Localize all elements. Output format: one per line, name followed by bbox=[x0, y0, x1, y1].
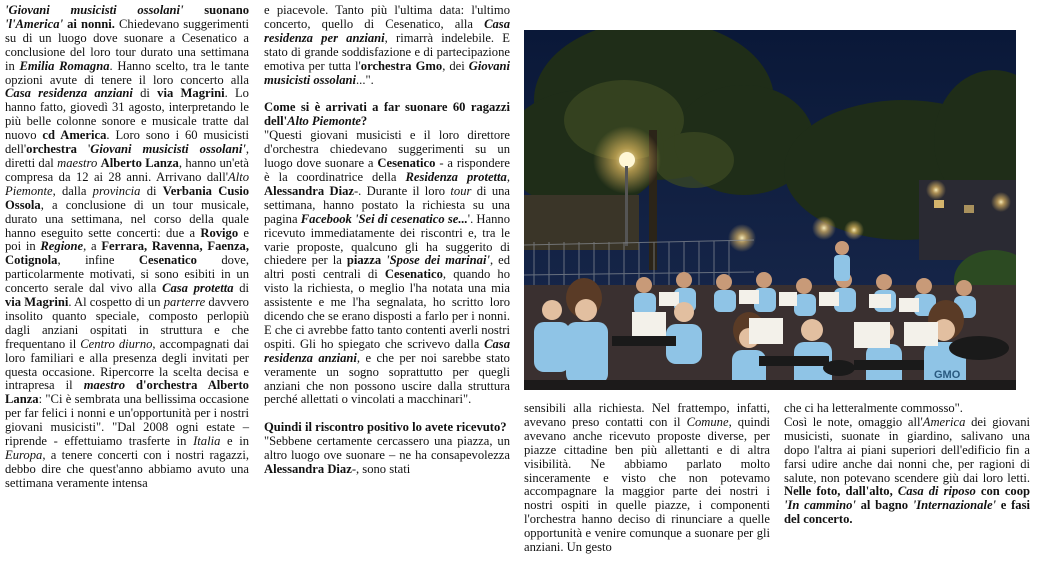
text-run: ? bbox=[360, 114, 368, 129]
text-run: Quindi il riscontro positivo lo avete ricevuto? bbox=[264, 420, 507, 435]
text-run: , rimarrà indelebile. E stato di grande soddisfazione e di partecipazione emotiva per tutta l' bbox=[264, 30, 510, 73]
text-run: , hanno un'età compresa da 12 ai 28 anni. Arrivano dall' bbox=[5, 155, 249, 184]
text-run: d'orchestra Alberto Lanza bbox=[5, 378, 249, 407]
article-paragraph bbox=[264, 129, 510, 407]
text-run: maestro bbox=[83, 378, 125, 393]
text-run: piazza bbox=[346, 253, 382, 268]
text-run: , dalla bbox=[52, 183, 93, 198]
text-run: Casa residenza anziani bbox=[5, 86, 133, 101]
text-run: , bbox=[506, 169, 510, 184]
text-run: orchestra bbox=[26, 142, 77, 157]
text-run: ...". bbox=[356, 72, 374, 87]
text-run: Cesenatico bbox=[138, 253, 197, 268]
text-run: 'Internazionale' bbox=[912, 498, 997, 513]
text-run: Casa di riposo bbox=[897, 484, 976, 499]
article-paragraph bbox=[524, 402, 770, 555]
text-run: Casa residenza per anziani bbox=[264, 16, 510, 45]
text-run: Nelle foto, dall'alto, bbox=[784, 484, 898, 499]
text-run: "Sebbene certamente cercassero una piazza, un altro luogo ove suonare – ne ha consapevolezza bbox=[264, 434, 510, 463]
text-run: tour bbox=[450, 183, 472, 198]
article-column-4 bbox=[784, 402, 1030, 527]
text-run: Regione bbox=[40, 239, 84, 254]
text-run: , quando ho visto la richiesta, o meglio l'ha notata una mia assistente e me l'ha segnalata, ho scritto loro dicendo che se erano disposti a farlo per i nonni. E che ci avrebbe fatto tanto contenti averli nostri ospiti. Gli ho spiegato che scrivevo dalla bbox=[264, 267, 510, 351]
text-run: 'Giovani musicisti ossolani' bbox=[5, 3, 184, 17]
text-run: -, sono stati bbox=[351, 462, 411, 477]
text-run: Ferrara, Ravenna, Faenza, Cotignola bbox=[5, 239, 249, 268]
text-run: Giovani musicisti ossolani bbox=[264, 58, 510, 87]
text-run: , ed altri posti centrali di bbox=[264, 253, 511, 282]
text-run: Italia bbox=[193, 434, 221, 449]
text-run: via Magrini bbox=[5, 295, 69, 310]
text-run: , quindi avevano anche ricevuto proposte diverse, per piazze cittadine ben più allettanti e di altra visibilità. Ne abbiamo parlato molto sinceramente e visto che non potevamo accompagnare la maggior parte dei nostri i nostri ospiti in quelle piazze, i componenti l'orchestra hanno deciso di rinunciare a quelle opportunità e venire comunque a suonare per gli anziani. Un gesto bbox=[524, 414, 770, 555]
article-paragraph bbox=[264, 435, 510, 477]
text-run: e piacevole. Tanto più l'ultima data: l'ultimo concerto, quello di Cesenatico, alla bbox=[264, 3, 510, 31]
text-run: via Magrini bbox=[157, 86, 225, 101]
text-run: , a tenere concerti con i nostri ragazzi, debbo dire che quest'anno abbiamo avuto una settimana veramente intensa bbox=[5, 448, 249, 490]
text-run: , e che per noi sarebbe stato veramente un sogno soprattutto per quegli anziani che non possono uscire dalla struttura perché allettati o vincolati a macchinari". bbox=[264, 350, 510, 407]
text-run: . Al cospetto di un bbox=[68, 295, 164, 310]
text-run: al bagno bbox=[855, 498, 913, 513]
text-run: davvero insolito quanto speciale, composto perlopiù dagli anziani ospitati in struttura e che frequentano il bbox=[5, 295, 249, 351]
article-paragraph bbox=[784, 402, 1030, 416]
interview-question bbox=[264, 101, 510, 129]
text-run: Rovigo bbox=[200, 225, 239, 240]
text-run: '. Hanno ricevuto immediatamente dei riscontri e, tra le varie proposte, qualcuno gli ha suggerito di chiedere per la bbox=[264, 211, 510, 268]
text-run: Facebook 'Sei di cesenatico se... bbox=[300, 211, 468, 226]
text-run: Verbania Cusio Ossola bbox=[5, 183, 250, 212]
article-column-1 bbox=[5, 4, 249, 491]
text-run: dove, particolarmente motivati, si sono esibiti in un concerto serale dal vivo alla bbox=[5, 253, 249, 296]
text-run: cd America bbox=[42, 128, 107, 143]
text-run: , a conclusione di un tour musicale, durato una settimana, nel corso della quale hanno eseguito sette concerti: due a bbox=[5, 197, 249, 240]
text-run: sensibili alla richiesta. Nel frattempo, infatti, avevano preso contatti con il bbox=[524, 401, 770, 429]
text-run: 'In cammino' bbox=[784, 498, 856, 513]
text-run: di bbox=[233, 281, 249, 296]
text-run: , dei bbox=[442, 58, 469, 73]
shirt-logo-text: GMO bbox=[934, 369, 961, 381]
article-column-3 bbox=[524, 402, 770, 555]
article-paragraph bbox=[5, 4, 249, 491]
text-run: - a rispondere è la coordinatrice della bbox=[264, 156, 510, 184]
text-run: "Questi giovani musicisti e il loro direttore d'orchestra chiedevano suggerimenti su un luogo dove suonare a bbox=[264, 128, 510, 171]
text-run: Comune bbox=[686, 414, 729, 429]
text-run: che ci ha letteralmente commosso". bbox=[784, 401, 963, 415]
text-run: Alberto Lanza bbox=[100, 155, 179, 170]
text-run: -. Durante il loro bbox=[353, 183, 451, 198]
text-run: e in bbox=[220, 434, 249, 449]
text-run: di bbox=[140, 183, 163, 198]
text-run: . Lo hanno fatto, giovedì 31 agosto, interpretando le più belle colonne sonore e musicale tratte dal nuovo bbox=[5, 86, 249, 143]
text-run: , accompagnati dai loro familiari e alla presenza degli invitati per questa occasione. Ripercorre la scelta decisa e intrapresa il bbox=[5, 336, 249, 393]
text-run: Casa residenza anziani bbox=[264, 336, 510, 365]
text-run: Chiedevano suggerimenti su di un luogo dove suonare a Cesenatico a conclusione del loro tour durato una settimana in bbox=[5, 16, 249, 73]
article-paragraph bbox=[784, 416, 1030, 527]
text-run: Così le note, omaggio all' bbox=[784, 414, 923, 429]
text-run: dei giovani musicisti, suonate in giardino, salivano una dopo l'altra ai piani superiori dell'edificio fin a farsi udire anche dai nonni che, per ragioni di salute, non potevano scendere giù dai loro letti. bbox=[784, 414, 1030, 485]
text-run: America bbox=[922, 414, 966, 429]
text-run: Alto Piemonte bbox=[5, 169, 249, 198]
text-run: . Loro sono i 60 musicisti dell' bbox=[5, 128, 249, 157]
text-run: suonano bbox=[183, 3, 249, 17]
text-run: provincia bbox=[92, 183, 141, 198]
conductor bbox=[834, 241, 850, 281]
concert-photo bbox=[524, 30, 1016, 390]
text-run: Residenza protetta bbox=[405, 169, 507, 184]
text-run: ' bbox=[76, 142, 91, 157]
text-run: Giovani musicisti ossolani' bbox=[90, 142, 246, 157]
concert-photo-illustration bbox=[524, 30, 1016, 390]
article-column-2 bbox=[264, 4, 510, 477]
text-run: ai nonni. bbox=[63, 16, 115, 31]
text-run: con coop bbox=[975, 484, 1030, 499]
text-run: maestro bbox=[57, 155, 98, 170]
text-run: 'l'America' bbox=[5, 16, 64, 31]
text-run: e poi in bbox=[5, 225, 249, 254]
text-run: parterre bbox=[163, 295, 206, 310]
text-run: Alessandra Diaz bbox=[264, 462, 352, 477]
text-run: Cesenatico bbox=[384, 267, 443, 282]
text-run: Europa bbox=[5, 448, 43, 462]
text-run bbox=[125, 378, 136, 392]
text-run: Emilia Romagna bbox=[19, 58, 110, 73]
text-run: . Hanno scelto, tra le tante opzioni avute di tenere il loro concerto alla bbox=[5, 58, 250, 87]
text-run: , diretti dal bbox=[5, 142, 249, 170]
text-run: di una settimana, hanno postato la richiesta su una pagina bbox=[264, 183, 511, 226]
text-run: , a bbox=[83, 239, 102, 254]
text-run: Cesenatico bbox=[377, 156, 436, 171]
text-run: Casa protetta bbox=[162, 281, 234, 296]
text-run: Alessandra Diaz bbox=[264, 183, 354, 198]
building bbox=[524, 195, 639, 250]
article-paragraph bbox=[264, 4, 510, 87]
text-run: , infine bbox=[57, 253, 139, 268]
text-run: 'Spose dei marinai' bbox=[386, 253, 490, 268]
text-run: Centro diurno bbox=[80, 336, 153, 351]
text-run: orchestra Gmo bbox=[360, 58, 443, 73]
interview-question bbox=[264, 421, 510, 435]
text-run: : "Ci è sembrata una bellissima occasione per far felici i nonni e un'opportunità per i nostri giovani musicisti". "Dal 2008 ogni estate – riprende - effettuiamo trasferte in bbox=[5, 392, 249, 449]
text-run: e fasi del concerto. bbox=[784, 498, 1030, 527]
text-run: Come si è arrivati a far suonare 60 ragazzi dell' bbox=[264, 100, 510, 129]
street-lamp bbox=[619, 152, 635, 168]
text-run: Alto Piemonte bbox=[287, 114, 361, 129]
text-run: di bbox=[132, 86, 158, 101]
